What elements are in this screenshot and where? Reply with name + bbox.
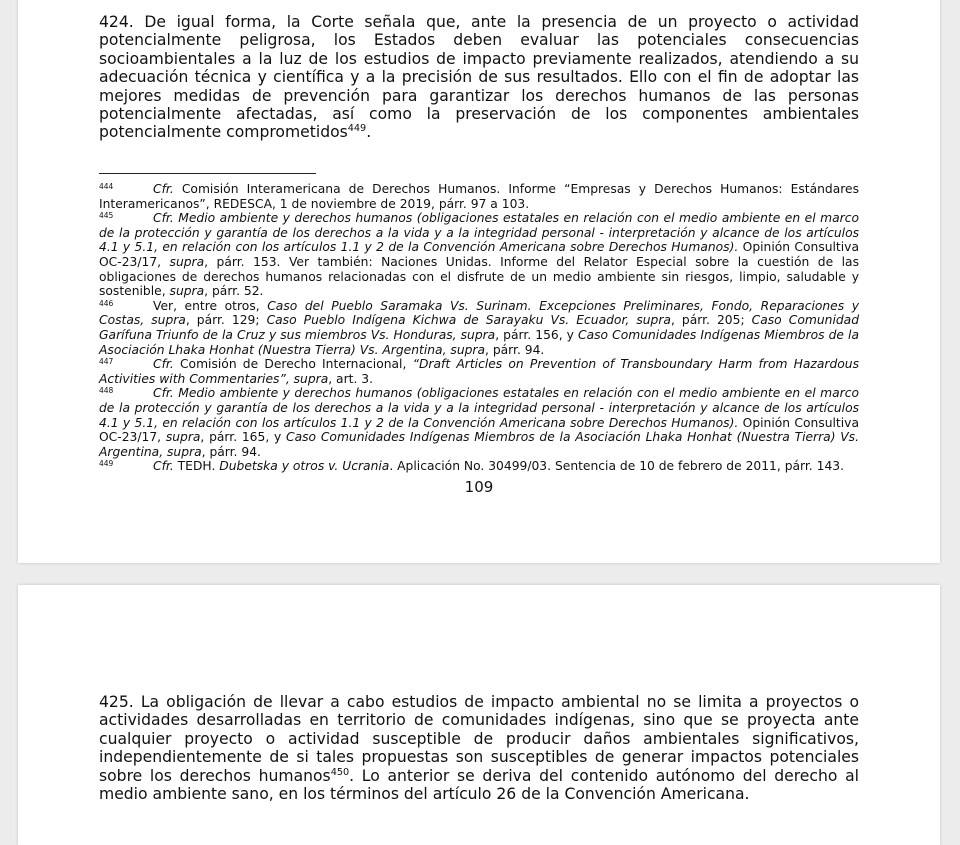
footnote-text-segment: supra: [169, 284, 205, 299]
footnote-number: 444: [99, 182, 114, 191]
paragraph-424-text: 424. De igual forma, la Corte señala que, ante la presencia de un proyecto o actividad potencialmente peligrosa, los Estados deben evaluar las potenciales consecuencias socioambientales a la luz de los estudios de impacto previamente realizados, atendiendo a su adecuación técnica y científica y a la precisión de sus resultados. Ello con el fin de adoptar las mejores medidas de prevención para garantizar los derechos humanos de las personas potencialmente afectadas, así como la preservación de los componentes ambientales potencialmente comprometidos: [99, 13, 859, 142]
footnote-446: [99, 299, 859, 357]
footnote-text-segment: Cfr.: [153, 182, 174, 196]
footnote-text-segment: Comisión Interamericana de Derechos Humanos. Informe “Empresas y Derechos Humanos: Estándares Interamericanos”, REDESCA, 1 de noviembre de 2019, párr. 97 a 103.: [99, 182, 859, 211]
footnote-text-segment: , párr. 153. Ver también: Naciones Unidas. Informe del Relator Especial sobre la cuestión de las obligaciones de derechos humanos relacionadas con el disfrute de un medio ambiente sin riesgos, limpio, saludable y sostenible,: [99, 254, 859, 299]
document-page-110: [18, 585, 940, 845]
footnotes-section: [99, 182, 859, 474]
footnote-text-segment: Caso Comunidad Garífuna Triunfo de la Cruz y sus miembros Vs. Honduras, supra: [99, 313, 860, 342]
footnote-text-segment: Caso Comunidades Indígenas Miembros de la Asociación Lhaka Honhat (Nuestra Tierra) Vs. Argentina, supra: [99, 430, 859, 459]
footnote-text-segment: “Draft Articles on Prevention of Transboundary Harm from Hazardous Activities with Commentaries”, supra: [99, 357, 859, 386]
paragraph-425-end: . Lo anterior se deriva del contenido autónomo del derecho al medio ambiente sano, en los términos del artículo 26 de la Convención Americana.: [99, 766, 859, 804]
footnote-447: [99, 357, 859, 386]
footnote-text-segment: Cfr.: [153, 459, 174, 474]
footnote-text-segment: Caso Comunidades Indígenas Miembros de la Asociación Lhaka Honhat (Nuestra Tierra) Vs. Argentina, supra: [99, 327, 859, 357]
footnote-text-segment: , párr. 129;: [185, 313, 267, 328]
footnote-text-segment: , párr. 205;: [670, 313, 752, 328]
paragraph-424: [99, 13, 859, 142]
footnote-separator: [99, 173, 316, 174]
footnote-445: [99, 211, 859, 299]
footnote-text-segment: . Aplicación No. 30499/03. Sentencia de 10 de febrero de 2011, párr. 143.: [389, 459, 844, 474]
footnote-text-segment: Ver, entre otros,: [153, 298, 268, 313]
footnote-448: [99, 386, 859, 459]
footnote-text-segment: Cfr. Medio ambiente y derechos humanos (obligaciones estatales en relación con el medio ambiente en el marco de la protección y garantía de los derechos a la vida y a la integridad personal - interpretación y alcance de los artículos 4.1 y 5.1, en relación con los artículos 1.1 y 2 de la Convención Americana sobre Derechos Humanos).: [99, 386, 859, 430]
footnote-number: 448: [99, 386, 114, 396]
page-number: 109: [464, 478, 494, 496]
footnote-text-segment: Opinión Consultiva OC-23/17,: [99, 240, 859, 269]
paragraph-424-end: .: [366, 123, 372, 142]
footnote-text-segment: , párr. 165, y: [200, 430, 287, 445]
footnote-449: [99, 459, 859, 474]
footnote-text-segment: , párr. 94.: [201, 444, 261, 459]
footnote-text-segment: Cfr. Medio ambiente y derechos humanos (obligaciones estatales en relación con el medio ambiente en el marco de la protección y garantía de los derechos a la vida y a la integridad personal - interpretación y alcance de los artículos 4.1 y 5.1, en relación con los artículos 1.1 y 2 de la Convención Americana sobre Derechos Humanos).: [99, 211, 859, 255]
footnote-444: [99, 182, 859, 211]
footnote-ref-449[interactable]: 449: [347, 123, 367, 135]
footnote-text-segment: Caso del Pueblo Saramaka Vs. Surinam. Excepciones Preliminares, Fondo, Reparaciones y Costas, supra: [99, 298, 860, 328]
footnote-text-segment: , párr. 52.: [204, 284, 264, 299]
document-page-109: [18, 0, 940, 563]
footnote-number: 447: [99, 357, 114, 367]
paragraph-425-text: 425. La obligación de llevar a cabo estudios de impacto ambiental no se limita a proyectos o actividades desarrolladas en territorio de comunidades indígenas, sino que se proyecta ante cualquier proyecto o actividad susceptible de producir daños ambientales significativos, independientemente de si tales propuestas son susceptibles de generar impactos potenciales sobre los derechos humanos: [99, 693, 859, 785]
footnote-number: 445: [99, 211, 114, 221]
footnote-text-segment: supra: [169, 254, 205, 269]
footnote-text-segment: Cfr.: [153, 357, 174, 372]
footnote-number: 449: [99, 459, 114, 469]
footnote-number: 446: [99, 298, 114, 308]
footnote-text-segment: , párr. 156, y: [495, 327, 579, 342]
paragraph-425: [99, 693, 859, 803]
footnote-ref-450[interactable]: 450: [330, 766, 350, 778]
footnote-text-segment: supra: [165, 430, 201, 445]
footnote-text-segment: Dubetska y otros v. Ucrania: [219, 459, 390, 474]
footnote-text-segment: Caso Pueblo Indígena Kichwa de Sarayaku Vs. Ecuador, supra: [266, 313, 671, 328]
footnote-text-segment: Opinión Consultiva OC-23/17,: [99, 415, 859, 445]
footnote-text-segment: , art. 3.: [328, 371, 374, 386]
footnote-text-segment: , párr. 94.: [485, 342, 545, 357]
footnote-text-segment: Comisión de Derecho Internacional,: [173, 357, 413, 372]
footnote-text-segment: TEDH.: [173, 459, 220, 474]
